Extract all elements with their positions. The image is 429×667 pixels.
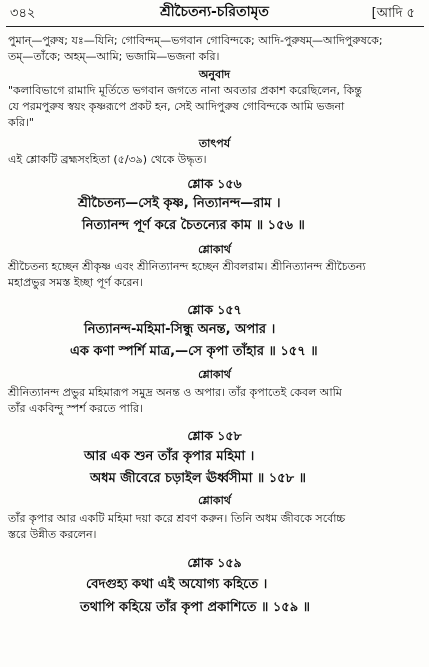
- translation-label: অনুবাদ: [198, 68, 231, 81]
- translation-line: যে পরমপুরুষ স্বয়ং কৃষ্ণরূপে প্রকট হন, সেই আদিপুরুষ গোবিন্দকে আমি ভজনা: [8, 100, 345, 113]
- purport-label: তাৎপর্য: [198, 137, 231, 150]
- purport-text: এই শ্লোকটি ব্রহ্মসংহিতা (৫/৩৯) থেকে উদ্ধৃত।: [8, 153, 207, 166]
- verse-heading-158: শ্লোক ১৫৮: [187, 428, 242, 443]
- meaning-line: স্তরে উন্নীত করলেন।: [8, 528, 97, 541]
- translation-line: "কলাবিভাগে রামাদি মূর্তিতে ভগবান জগতে নানা অবতার প্রকাশ করেছিলেন, কিন্তু: [8, 84, 362, 97]
- synonyms-line: পুমান্—পুরুষ; যঃ—যিনি; গোবিন্দম্—ভগবান গোবিন্দকে; আদি-পুরুষম্—আদিপুরুষকে;: [8, 34, 383, 47]
- verse-line: অধম জীবেরে চড়াইল ঊর্ধ্বসীমা ॥ ১৫৮ ॥: [90, 471, 306, 486]
- verse-line: নিত্যানন্দ-মহিমা-সিন্ধু অনন্ত, অপার ।: [84, 322, 276, 337]
- verse-line: নিত্যানন্দ পূর্ণ করে চৈতন্যের কাম ॥ ১৫৬ ॥: [82, 218, 305, 233]
- meaning-line: তাঁর একবিন্দু স্পর্শ করতে পারি।: [8, 402, 143, 415]
- meaning-label: শ্লোকার্থ: [198, 368, 231, 381]
- chapter-reference: [আদি ৫: [371, 6, 415, 21]
- meaning-label: শ্লোকার্থ: [198, 494, 231, 507]
- verse-line: শ্রীচৈতন্য—সেই কৃষ্ণ, নিত্যানন্দ—রাম ।: [78, 196, 281, 211]
- header-rule: [6, 26, 424, 27]
- meaning-line: মহাপ্রভুর সমস্ত ইচ্ছা পূর্ণ করেন।: [8, 276, 143, 289]
- translation-line: করি।": [8, 116, 34, 129]
- page-number: ৩৪২: [10, 6, 36, 21]
- meaning-label: শ্লোকার্থ: [198, 243, 231, 256]
- meaning-line: শ্রীচৈতন্য হচ্ছেন শ্রীকৃষ্ণ এবং শ্রীনিত্যানন্দ হচ্ছেন শ্রীবলরাম। শ্রীনিত্যানন্দ শ্রীচৈতন্য: [8, 260, 366, 273]
- verse-line: তথাপি কহিয়ে তাঁর কৃপা প্রকাশিতে ॥ ১৫৯ ॥: [80, 600, 311, 615]
- synonyms-line: তম্—তাঁকে; অহম্—আমি; ভজামি—ভজনা করি।: [8, 50, 220, 63]
- verse-line: বেদগুহ্য কথা এই অযোগ্য কহিতে ।: [86, 577, 268, 592]
- verse-heading-159: শ্লোক ১৫৯: [187, 555, 242, 570]
- verse-heading-156: শ্লোক ১৫৬: [187, 176, 242, 191]
- verse-line: এক কণা স্পর্শি মাত্র,—সে কৃপা তাঁহার ॥ ১৫৭ ॥: [70, 344, 318, 359]
- meaning-line: শ্রীনিত্যানন্দ প্রভুর মহিমারূপ সমুদ্র অনন্ত ও অপার। তাঁর কৃপাতেই কেবল আমি: [8, 386, 342, 399]
- verse-heading-157: শ্লোক ১৫৭: [187, 302, 242, 317]
- meaning-line: তাঁর কৃপার আর একটি মহিমা দয়া করে শ্রবণ করুন। তিনি অধম জীবকে সর্বোচ্চ: [8, 512, 346, 525]
- verse-line: আর এক শুন তাঁর কৃপার মহিমা ।: [84, 449, 255, 464]
- running-title: শ্রীচৈতন্য-চরিতামৃত: [160, 4, 269, 20]
